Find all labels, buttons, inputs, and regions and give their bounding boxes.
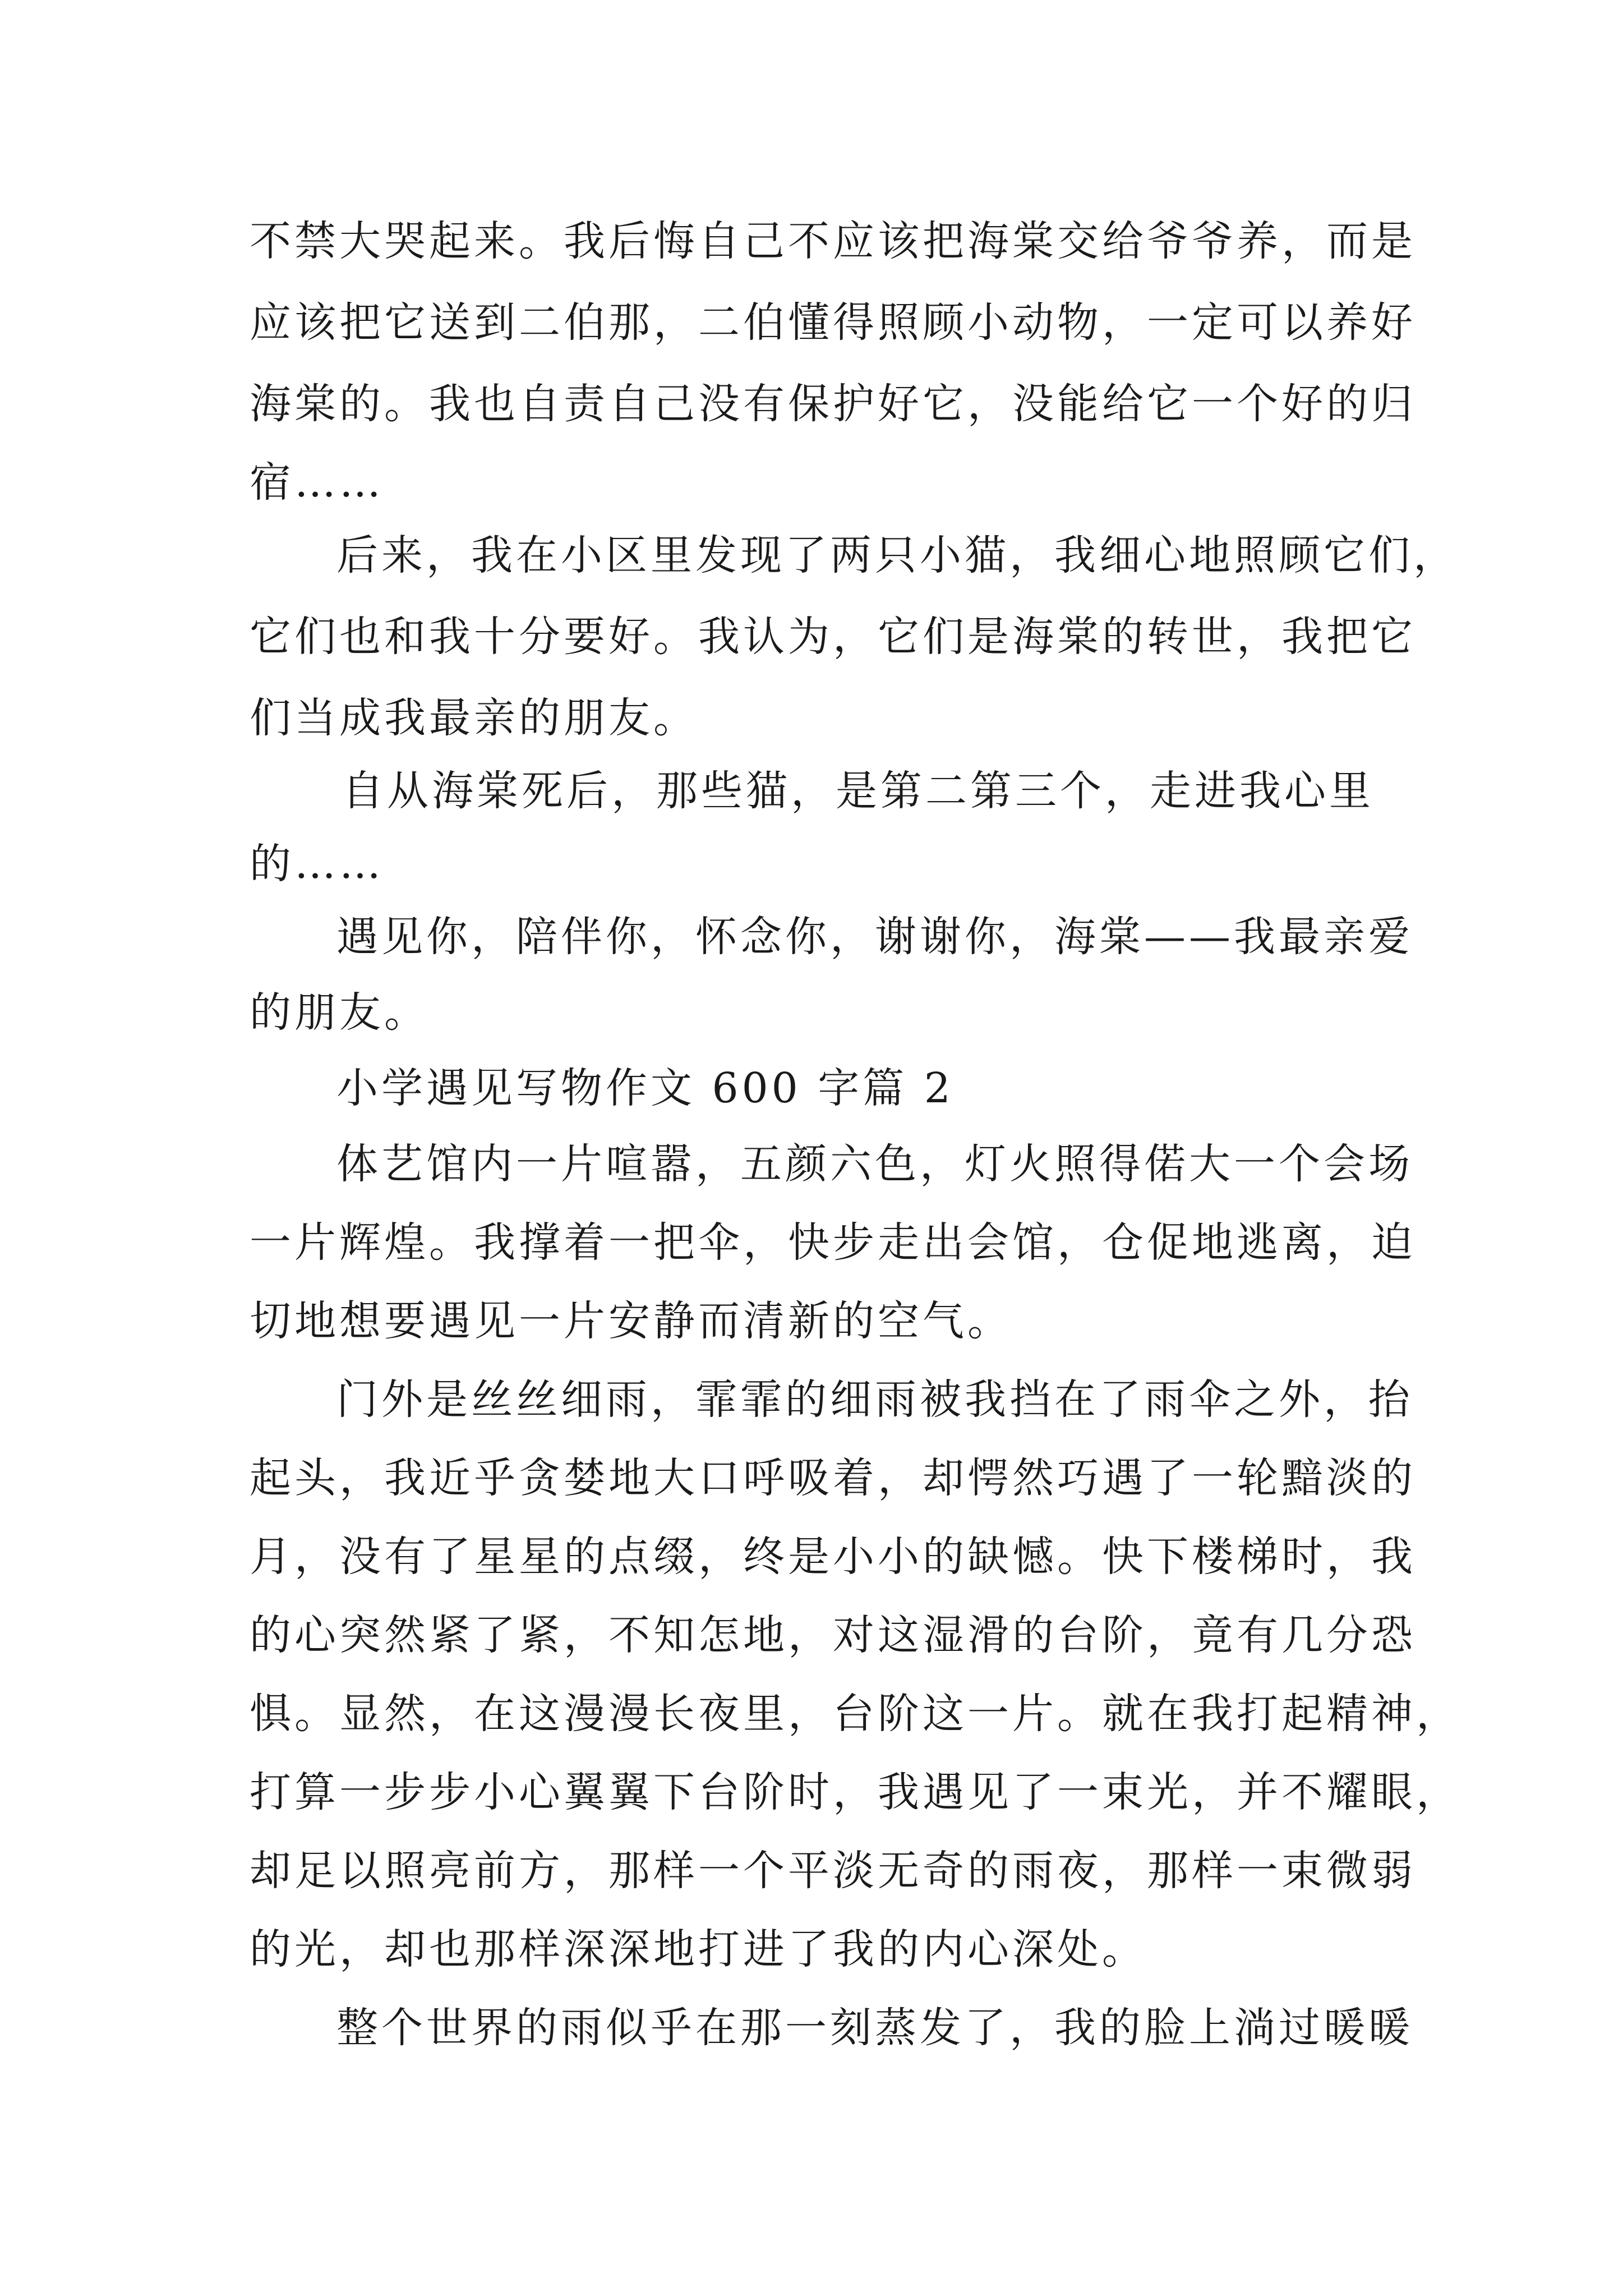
paragraph-first-line: 整个世界的雨似乎在那一刻蒸发了，我的脸上淌过暖暖 [336, 2004, 1413, 2052]
text-line: 的…… [250, 840, 384, 888]
text-line: 惧。显然，在这漫漫长夜里，台阶这一片。就在我打起精神， [250, 1690, 1461, 1738]
section-heading: 小学遇见写物作文 600 字篇 2 [336, 1064, 954, 1112]
paragraph-first-line: 遇见你，陪伴你，怀念你，谢谢你，海棠——我最亲爱 [336, 913, 1413, 961]
text-line: 海棠的。我也自责自己没有保护好它，没能给它一个好的归 [250, 380, 1416, 428]
text-line: 的心突然紧了紧，不知怎地，对这湿滑的台阶，竟有几分恐 [250, 1611, 1416, 1659]
text-line: 切地想要遇见一片安静而清新的空气。 [250, 1297, 1012, 1345]
text-line: 却足以照亮前方，那样一个平淡无奇的雨夜，那样一束微弱 [250, 1847, 1416, 1895]
text-line: 起头，我近乎贪婪地大口呼吸着，却愕然巧遇了一轮黯淡的 [250, 1454, 1416, 1502]
text-line: 打算一步步小心翼翼下台阶时，我遇见了一束光，并不耀眼， [250, 1768, 1461, 1816]
text-line: 们当成我最亲的朋友。 [250, 694, 698, 742]
paragraph-first-line: 体艺馆内一片喧嚣，五颜六色，灯火照得偌大一个会场 [336, 1140, 1413, 1188]
paragraph-first-line: 自从海棠死后，那些猫，是第二第三个，走进我心里 [342, 767, 1374, 815]
paragraph-first-line: 门外是丝丝细雨，霏霏的细雨被我挡在了雨伞之外，抬 [336, 1375, 1413, 1424]
text-line: 宿…… [250, 458, 384, 507]
text-line: 它们也和我十分要好。我认为，它们是海棠的转世，我把它 [250, 613, 1416, 661]
text-line: 的朋友。 [250, 988, 429, 1037]
text-line: 月，没有了星星的点缀，终是小小的缺憾。快下楼梯时，我 [250, 1533, 1416, 1581]
paragraph-first-line: 后来，我在小区里发现了两只小猫，我细心地照顾它们， [336, 531, 1458, 579]
text-line: 的光，却也那样深深地打进了我的内心深处。 [250, 1925, 1147, 1973]
text-line: 不禁大哭起来。我后悔自己不应该把海棠交给爷爷养，而是 [250, 217, 1416, 265]
text-line: 应该把它送到二伯那，二伯懂得照顾小动物，一定可以养好 [250, 298, 1416, 347]
text-line: 一片辉煌。我撑着一把伞，快步走出会馆，仓促地逃离，迫 [250, 1218, 1416, 1267]
